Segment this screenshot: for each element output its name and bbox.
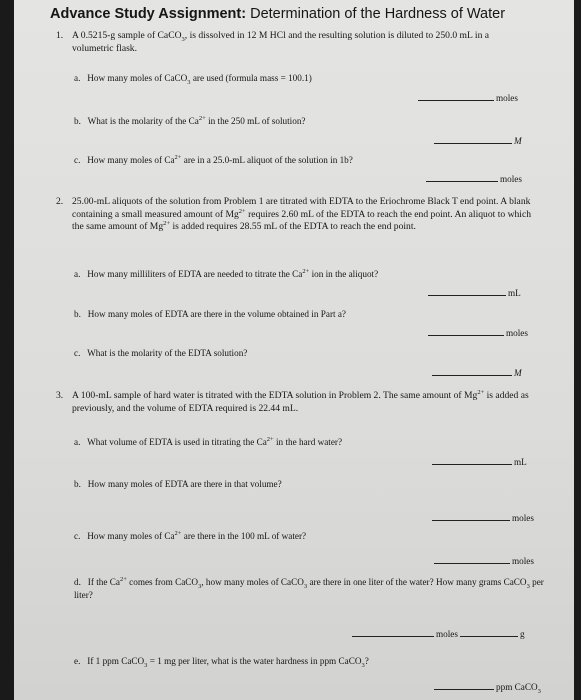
problem-3-text: A 100-mL sample of hard water is titrated with the EDTA solution in Problem 2. The same amount of $Mg^{2+}$ is added as previously, and the volume of EDTA required is 22.44 mL.	[72, 388, 529, 414]
answer-2a[interactable]: mL	[428, 287, 521, 298]
worksheet-page	[14, 0, 574, 700]
answer-3e[interactable]: ppm CaCO$_3$	[434, 681, 541, 692]
question-2b: b. How many moles of EDTA are there in the volume obtained in Part a?	[74, 309, 347, 319]
problem-3-number: 3.	[56, 390, 64, 401]
answer-blank-1b	[434, 135, 512, 144]
problem-1-number: 1.	[56, 30, 64, 41]
answer-blank-3a	[432, 456, 512, 465]
question-3a: a. What volume of EDTA is used in titrating the $Ca^{2+}$ in the hard water?	[74, 435, 343, 447]
answer-blank-3d-moles	[352, 628, 434, 637]
answer-blank-3e	[434, 681, 494, 690]
answer-blank-3c	[434, 555, 510, 564]
question-3c: c. How many moles of $Ca^{2+}$ are there in the 100 mL of water?	[74, 529, 307, 541]
answer-blank-3d-grams	[460, 628, 518, 637]
problem-1-text: A 0.5215-g sample of CaCO$_3$, is dissolved in 12 M HCl and the resulting solution is diluted to 250.0 mL in a volumetric flask.	[72, 30, 490, 54]
answer-1a[interactable]: moles	[418, 92, 518, 103]
answer-3b[interactable]: moles	[432, 512, 534, 523]
problem-2-text: 25.00-mL aliquots of the solution from Problem 1 are titrated with EDTA to the Eriochrome Black T end point. A blank containing a small measured amount of $Mg^{2+}$ requires 2.60 mL of the EDTA to reach the end point. An aliquot to which the same amount of $Mg^{2+}$ is added requires 28.55 mL of the EDTA to reach the end point.	[72, 196, 532, 232]
answer-1c[interactable]: moles	[426, 173, 522, 184]
question-1c: c. How many moles of $Ca^{2+}$ are in a 25.0-mL aliquot of the solution in 1b?	[74, 153, 353, 165]
answer-2b[interactable]: moles	[428, 327, 528, 338]
question-1a: a. How many moles of CaCO$_3$ are used (formula mass = 100.1)	[74, 73, 312, 86]
answer-blank-1c	[426, 173, 498, 182]
question-3e: e. If 1 ppm CaCO$_3$ = 1 mg per liter, what is the water hardness in ppm CaCO$_3$?	[74, 656, 369, 669]
answer-1b[interactable]: M	[434, 135, 522, 146]
question-1b: b. What is the molarity of the $Ca^{2+}$ in the 250 mL of solution?	[74, 114, 306, 126]
answer-3d[interactable]: moles g	[352, 628, 525, 639]
answer-blank-3b	[432, 512, 510, 521]
question-3d: d. If the $Ca^{2+}$ comes from CaCO$_3$, how many moles of CaCO$_3$ are there in one liter of the water? How many grams CaCO$_3$ per liter?	[74, 575, 544, 600]
answer-blank-2b	[428, 327, 504, 336]
question-3b: b. How many moles of EDTA are there in that volume?	[74, 479, 282, 489]
title-bold: Advance Study Assignment:	[50, 6, 247, 22]
answer-3a[interactable]: mL	[432, 456, 527, 467]
question-2a: a. How many milliliters of EDTA are needed to titrate the $Ca^{2+}$ ion in the aliquot?	[74, 267, 379, 279]
problem-2-number: 2.	[56, 196, 64, 207]
answer-blank-2c	[432, 367, 512, 376]
question-2c: c. What is the molarity of the EDTA solution?	[74, 348, 248, 358]
title-rest: Determination of the Hardness of Water	[250, 6, 506, 22]
answer-blank-2a	[428, 287, 506, 296]
page-title	[50, 6, 505, 22]
answer-3c[interactable]: moles	[434, 555, 534, 566]
answer-blank-1a	[418, 92, 494, 101]
answer-2c[interactable]: M	[432, 367, 522, 378]
